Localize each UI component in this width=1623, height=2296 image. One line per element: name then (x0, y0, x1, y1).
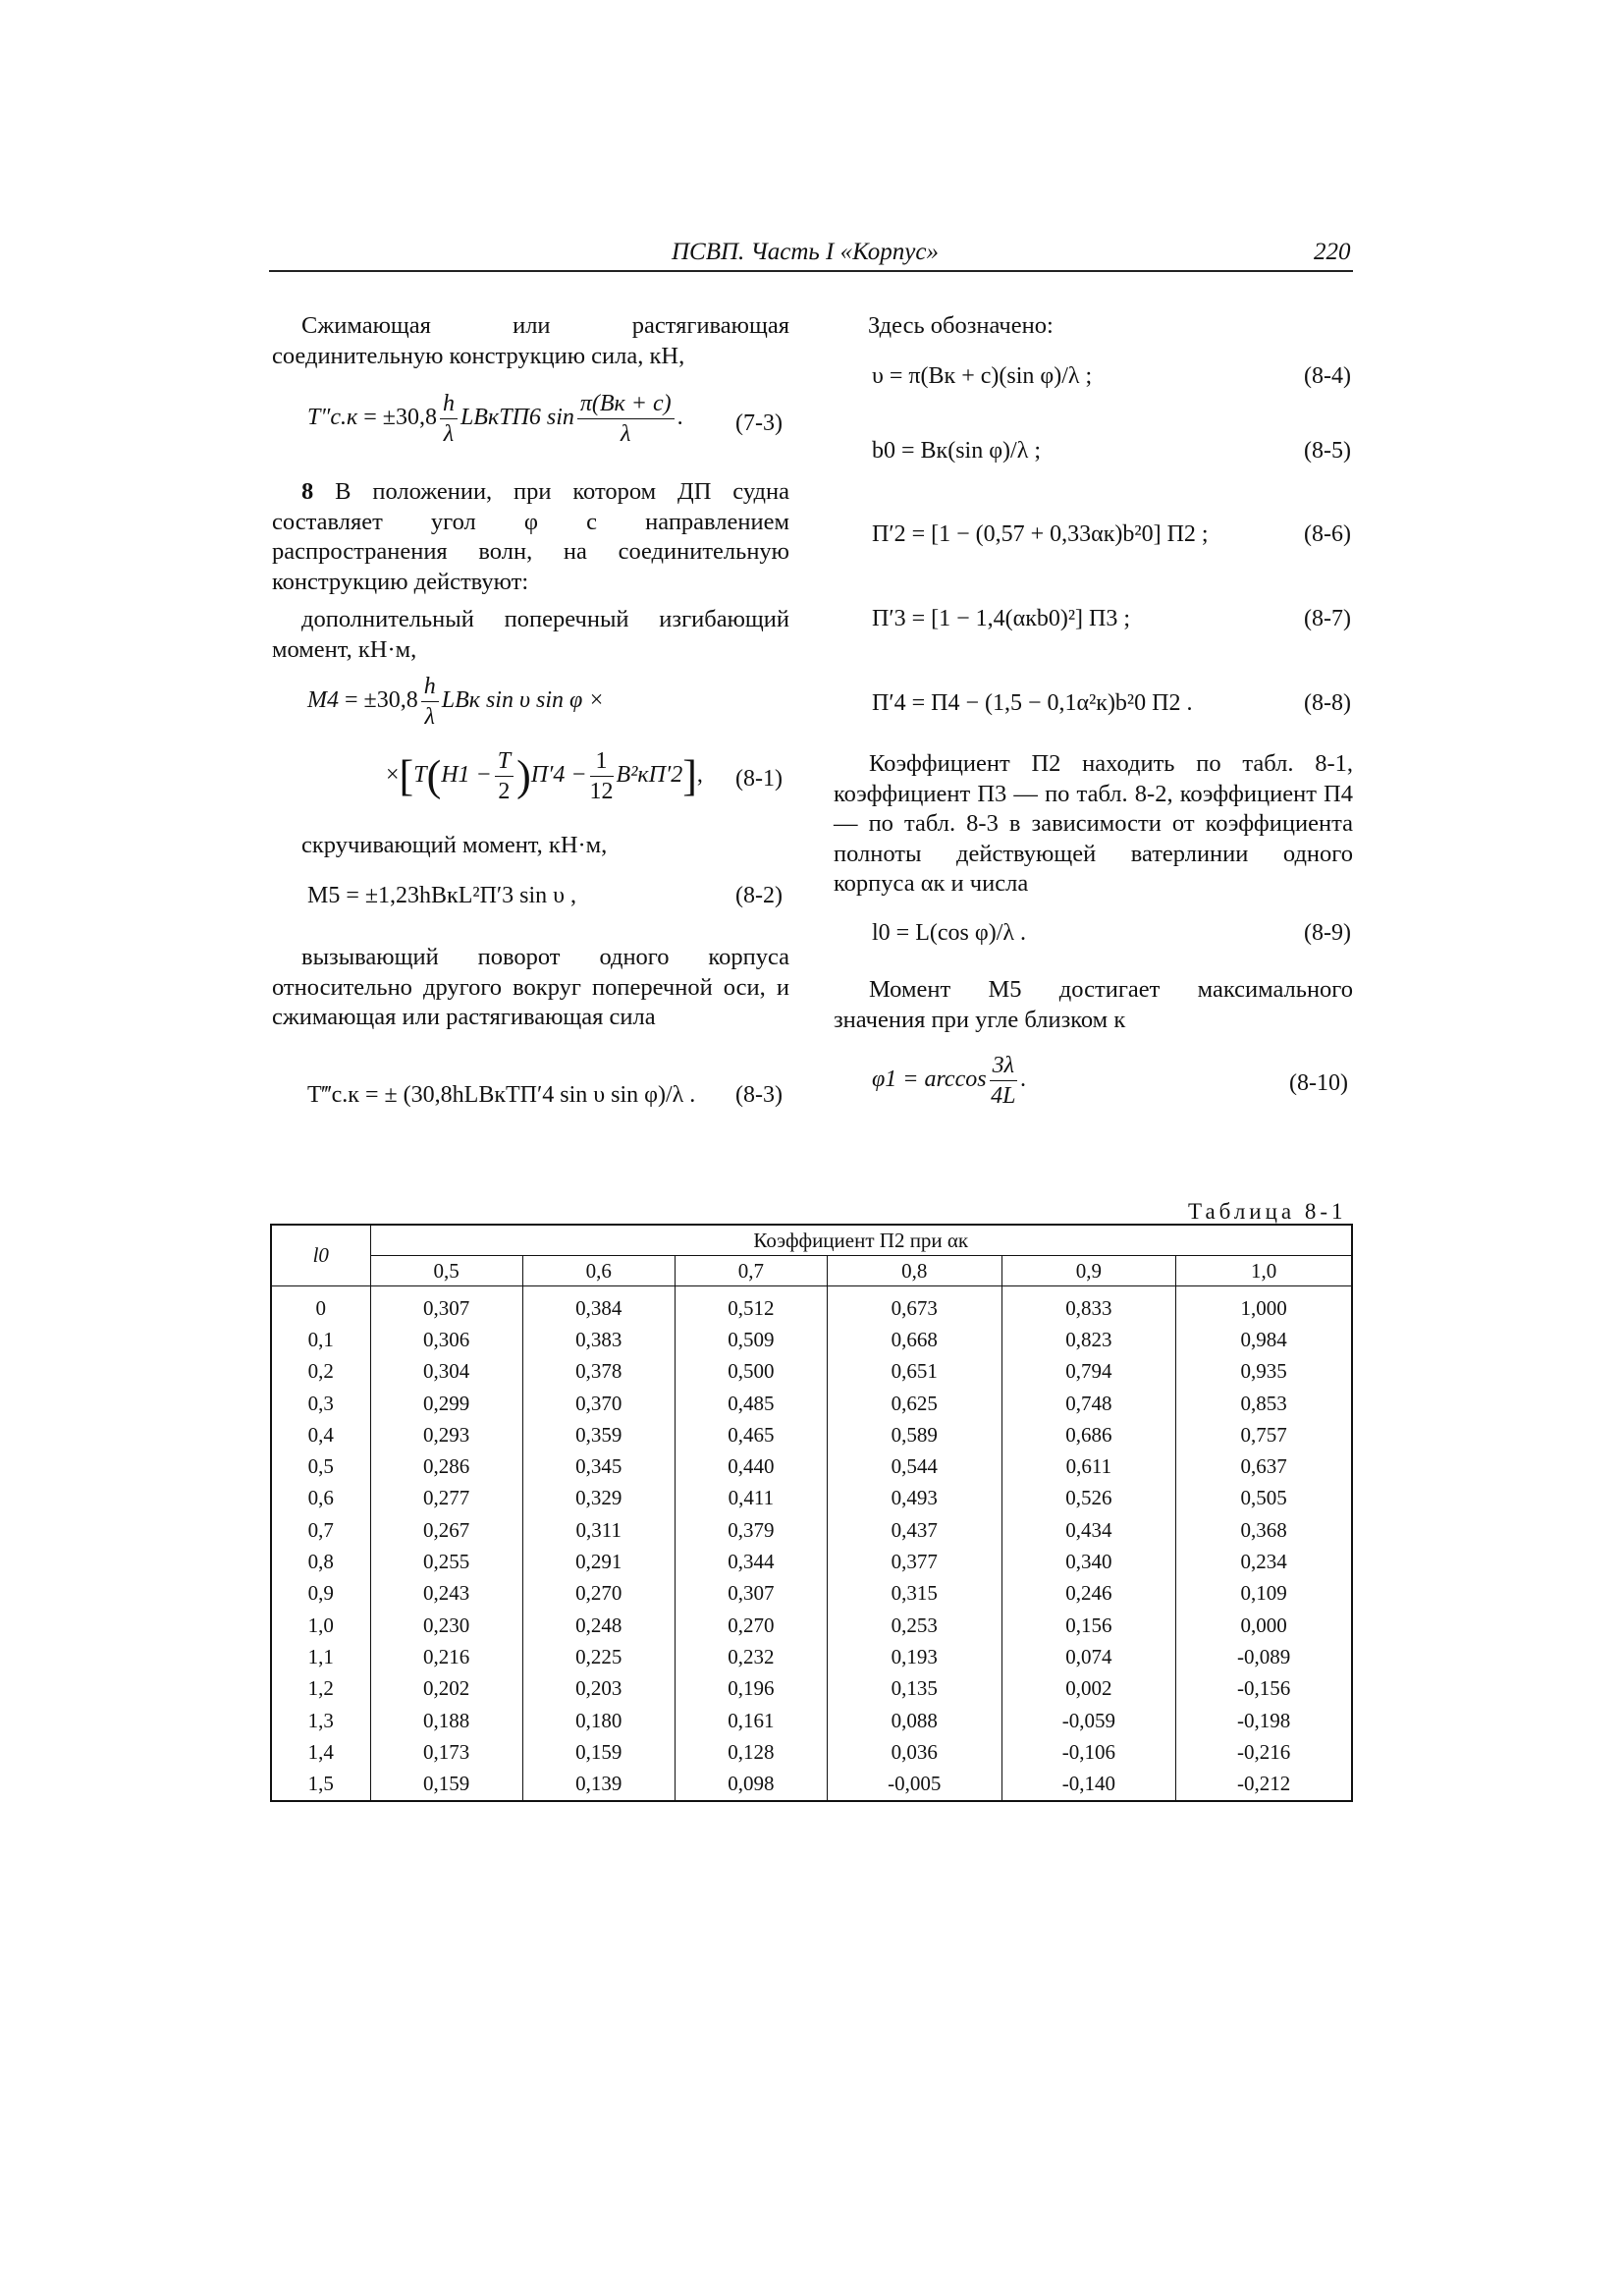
table-cell: 0,203 (522, 1673, 675, 1705)
equation-8-6: П′2 = [1 − (0,57 + 0,33αк)b²0] П2 ; (872, 521, 1209, 547)
table-cell: 0,344 (675, 1546, 827, 1577)
row-label-cell: 1,4 (271, 1736, 370, 1768)
table-cell: 0,340 (1001, 1546, 1176, 1577)
table-cell: 0,196 (675, 1673, 827, 1705)
table-cell: 0,526 (1001, 1483, 1176, 1514)
row-label-cell: 1,5 (271, 1768, 370, 1800)
row-label-cell: 0,4 (271, 1419, 370, 1450)
row-label-cell: 0,6 (271, 1483, 370, 1514)
table-cell: 0,088 (827, 1705, 1001, 1736)
table-cell: 0,232 (675, 1641, 827, 1672)
table-cell: 0,984 (1176, 1324, 1352, 1355)
group-header: Коэффициент П2 при αк (370, 1225, 1352, 1256)
row-label-cell: 0,8 (271, 1546, 370, 1577)
column-header: 0,8 (827, 1256, 1001, 1286)
equation-number-8-2: (8-2) (735, 883, 783, 908)
row-label-cell: 1,1 (271, 1641, 370, 1672)
row-label-cell: 0 (271, 1286, 370, 1325)
equation-number-8-8: (8-8) (1304, 690, 1351, 716)
table-cell: 0,505 (1176, 1483, 1352, 1514)
table-cell: 0,225 (522, 1641, 675, 1672)
row-label-cell: 0,2 (271, 1356, 370, 1388)
table-row (271, 1641, 1352, 1672)
table-cell: 0,128 (675, 1736, 827, 1768)
table-cell: 0,161 (675, 1705, 827, 1736)
table-cell: -0,089 (1176, 1641, 1352, 1672)
equation-8-4: υ = π(Bк + c)(sin φ)/λ ; (872, 363, 1093, 389)
table-cell: 0,384 (522, 1286, 675, 1325)
table-cell: 0,304 (370, 1356, 522, 1388)
table-cell: -0,198 (1176, 1705, 1352, 1736)
table-cell: 0,379 (675, 1514, 827, 1546)
table-cell: 0,255 (370, 1546, 522, 1577)
equation-number-8-6: (8-6) (1304, 521, 1351, 547)
table-cell: 0,159 (522, 1736, 675, 1768)
table-cell: 0,465 (675, 1419, 827, 1450)
column-header: 0,7 (675, 1256, 827, 1286)
table-row (271, 1388, 1352, 1419)
table-cell: 0,383 (522, 1324, 675, 1355)
table-cell: 0,823 (1001, 1324, 1176, 1355)
row-label-cell: 0,7 (271, 1514, 370, 1546)
table-cell: 0,243 (370, 1578, 522, 1610)
table-row (271, 1514, 1352, 1546)
table-cell: 0,248 (522, 1610, 675, 1641)
table-cell: 0,188 (370, 1705, 522, 1736)
table-cell: 0,315 (827, 1578, 1001, 1610)
left-paragraph-1: Сжимающая или растягивающая соединительную конструкцию сила, кН, (272, 312, 789, 369)
equation-8-5: b0 = Bк(sin φ)/λ ; (872, 438, 1042, 464)
column-header: 0,6 (522, 1256, 675, 1286)
table-cell: 0,611 (1001, 1450, 1176, 1482)
equation-number-7-3: (7-3) (735, 410, 783, 436)
row-label-cell: 0,1 (271, 1324, 370, 1355)
table-cell: 0,307 (370, 1286, 522, 1325)
table-cell: 0,509 (675, 1324, 827, 1355)
table-row (271, 1546, 1352, 1577)
table-cell: -0,005 (827, 1768, 1001, 1800)
table-row (271, 1450, 1352, 1482)
table-cell: 0,757 (1176, 1419, 1352, 1450)
table-row (271, 1768, 1352, 1800)
equation-8-2: M5 = ±1,23hBкL²П′3 sin υ , (307, 883, 577, 908)
equation-8-9: l0 = L(cos φ)/λ . (872, 920, 1026, 946)
table-cell: -0,216 (1176, 1736, 1352, 1768)
table-cell: 0,293 (370, 1419, 522, 1450)
equation-number-8-1: (8-1) (735, 766, 783, 792)
table-cell: 0,098 (675, 1768, 827, 1800)
equation-8-10: φ1 = arccos $\frac{3\lambda}{4L}$ . (872, 1053, 1026, 1109)
table-cell: 0,234 (1176, 1546, 1352, 1577)
table-cell: 0,370 (522, 1388, 675, 1419)
table-cell: 0,267 (370, 1514, 522, 1546)
table-cell: 0,512 (675, 1286, 827, 1325)
table-row (271, 1578, 1352, 1610)
table-cell: 0,589 (827, 1419, 1001, 1450)
table-cell: 0,668 (827, 1324, 1001, 1355)
table-cell: 0,673 (827, 1286, 1001, 1325)
table-cell: 0,000 (1176, 1610, 1352, 1641)
page-number: 220 (1314, 239, 1351, 265)
table-cell: 0,202 (370, 1673, 522, 1705)
table-row (271, 1610, 1352, 1641)
table-cell: 0,156 (1001, 1610, 1176, 1641)
table-cell: -0,059 (1001, 1705, 1176, 1736)
table-cell: 0,216 (370, 1641, 522, 1672)
right-paragraph-2: Коэффициент П2 находить по табл. 8-1, коэффициент П3 — по табл. 8-2, коэффициент П4 — по табл. 8-3 в зависимости от коэффициента полноты действующей ватерлинии одного корпуса αк и числа (834, 750, 1353, 897)
table-row (271, 1356, 1352, 1388)
table-cell: 0,173 (370, 1736, 522, 1768)
equation-8-8: П′4 = П4 − (1,5 − 0,1α²к)b²0 П2 . (872, 690, 1193, 716)
table-cell: 0,036 (827, 1736, 1001, 1768)
column-header: 0,9 (1001, 1256, 1176, 1286)
left-paragraph-5: вызывающий поворот одного корпуса относительно другого вокруг поперечной оси, и сжимающая или растягивающая сила (272, 944, 789, 1030)
table-cell: 1,000 (1176, 1286, 1352, 1325)
equation-number-8-10: (8-10) (1289, 1070, 1348, 1096)
table-row (271, 1419, 1352, 1450)
equation-number-8-9: (8-9) (1304, 920, 1351, 946)
table-cell: 0,625 (827, 1388, 1001, 1419)
table-cell: 0,139 (522, 1768, 675, 1800)
table-row (271, 1324, 1352, 1355)
table-caption: Таблица 8-1 (1188, 1199, 1347, 1224)
left-paragraph-4: скручивающий момент, кН·м, (301, 832, 608, 858)
column-headers (271, 1256, 1352, 1286)
row-header: l0 (271, 1225, 370, 1286)
table-cell: 0,434 (1001, 1514, 1176, 1546)
left-paragraph-3: дополнительный поперечный изгибающий момент, кН·м, (272, 606, 789, 663)
column-header: 1,0 (1176, 1256, 1352, 1286)
table-cell: 0,180 (522, 1705, 675, 1736)
table-cell: 0,651 (827, 1356, 1001, 1388)
table-cell: -0,212 (1176, 1768, 1352, 1800)
equation-number-8-4: (8-4) (1304, 363, 1351, 389)
row-label-cell: 1,3 (271, 1705, 370, 1736)
table-cell: 0,378 (522, 1356, 675, 1388)
table-cell: 0,359 (522, 1419, 675, 1450)
table-cell: 0,002 (1001, 1673, 1176, 1705)
table-cell: -0,106 (1001, 1736, 1176, 1768)
table-row (271, 1286, 1352, 1325)
table-cell: 0,270 (522, 1578, 675, 1610)
table-cell: 0,299 (370, 1388, 522, 1419)
table-cell: 0,270 (675, 1610, 827, 1641)
table-cell: 0,230 (370, 1610, 522, 1641)
table-cell: 0,833 (1001, 1286, 1176, 1325)
table-cell: 0,794 (1001, 1356, 1176, 1388)
table-cell: 0,368 (1176, 1514, 1352, 1546)
coefficient-table (270, 1224, 1353, 1802)
table-cell: 0,159 (370, 1768, 522, 1800)
table-cell: 0,193 (827, 1641, 1001, 1672)
row-label-cell: 1,2 (271, 1673, 370, 1705)
table-cell: 0,277 (370, 1483, 522, 1514)
right-paragraph-3: Момент M5 достигает максимального значения при угле близком к (834, 976, 1353, 1033)
table-cell: 0,311 (522, 1514, 675, 1546)
equation-7-3: T″с.к = ±30,8 $\frac{h}{\lambda}$ LBкTП6 sin $\frac{\pi(Bк + c)}{\lambda}$ . (307, 391, 683, 447)
table-cell: 0,329 (522, 1483, 675, 1514)
equation-number-8-5: (8-5) (1304, 438, 1351, 464)
right-paragraph-1: Здесь обозначено: (868, 312, 1054, 339)
table-cell: 0,493 (827, 1483, 1001, 1514)
equation-8-1-line-2: ×[T(H1 − $\frac{T}{2}$ )П′4 − $\frac{1}{12}$ B²кП′2], (386, 748, 703, 804)
row-label-cell: 0,5 (271, 1450, 370, 1482)
table-row (271, 1736, 1352, 1768)
table-cell: -0,140 (1001, 1768, 1176, 1800)
table-row (271, 1483, 1352, 1514)
table-cell: 0,246 (1001, 1578, 1176, 1610)
table-cell: 0,345 (522, 1450, 675, 1482)
table-cell: 0,377 (827, 1546, 1001, 1577)
table-cell: 0,307 (675, 1578, 827, 1610)
table-cell: 0,074 (1001, 1641, 1176, 1672)
left-paragraph-2: 8 В положении, при котором ДП судна составляет угол φ с направлением распространения волн, на соединительную конструкцию действуют: (272, 478, 790, 595)
row-label-cell: 0,9 (271, 1578, 370, 1610)
table-cell: 0,748 (1001, 1388, 1176, 1419)
table-cell: -0,156 (1176, 1673, 1352, 1705)
equation-number-8-3: (8-3) (735, 1082, 783, 1108)
table-cell: 0,485 (675, 1388, 827, 1419)
equation-8-3: T‴с.к = ± (30,8hLBкTП′4 sin υ sin φ)/λ . (307, 1082, 696, 1108)
table-cell: 0,306 (370, 1324, 522, 1355)
table-cell: 0,935 (1176, 1356, 1352, 1388)
table-cell: 0,853 (1176, 1388, 1352, 1419)
table-cell: 0,637 (1176, 1450, 1352, 1482)
table-cell: 0,437 (827, 1514, 1001, 1546)
header-rule (269, 270, 1353, 272)
running-title: ПСВП. Часть I «Корпус» (672, 239, 939, 265)
table-cell: 0,440 (675, 1450, 827, 1482)
table-cell: 0,411 (675, 1483, 827, 1514)
table-cell: 0,686 (1001, 1419, 1176, 1450)
row-label-cell: 0,3 (271, 1388, 370, 1419)
table-cell: 0,286 (370, 1450, 522, 1482)
equation-number-8-7: (8-7) (1304, 606, 1351, 631)
table-cell: 0,291 (522, 1546, 675, 1577)
table-cell: 0,253 (827, 1610, 1001, 1641)
table-cell: 0,544 (827, 1450, 1001, 1482)
table-cell: 0,109 (1176, 1578, 1352, 1610)
row-label-cell: 1,0 (271, 1610, 370, 1641)
table-cell: 0,500 (675, 1356, 827, 1388)
table-row (271, 1705, 1352, 1736)
column-header: 0,5 (370, 1256, 522, 1286)
table-cell: 0,135 (827, 1673, 1001, 1705)
table-body (271, 1286, 1352, 1801)
equation-8-1-line-1: M4 = ±30,8 $\frac{h}{\lambda}$ LBк sin υ sin φ × (307, 674, 605, 730)
equation-8-7: П′3 = [1 − 1,4(αкb0)²] П3 ; (872, 606, 1131, 631)
table-row (271, 1673, 1352, 1705)
